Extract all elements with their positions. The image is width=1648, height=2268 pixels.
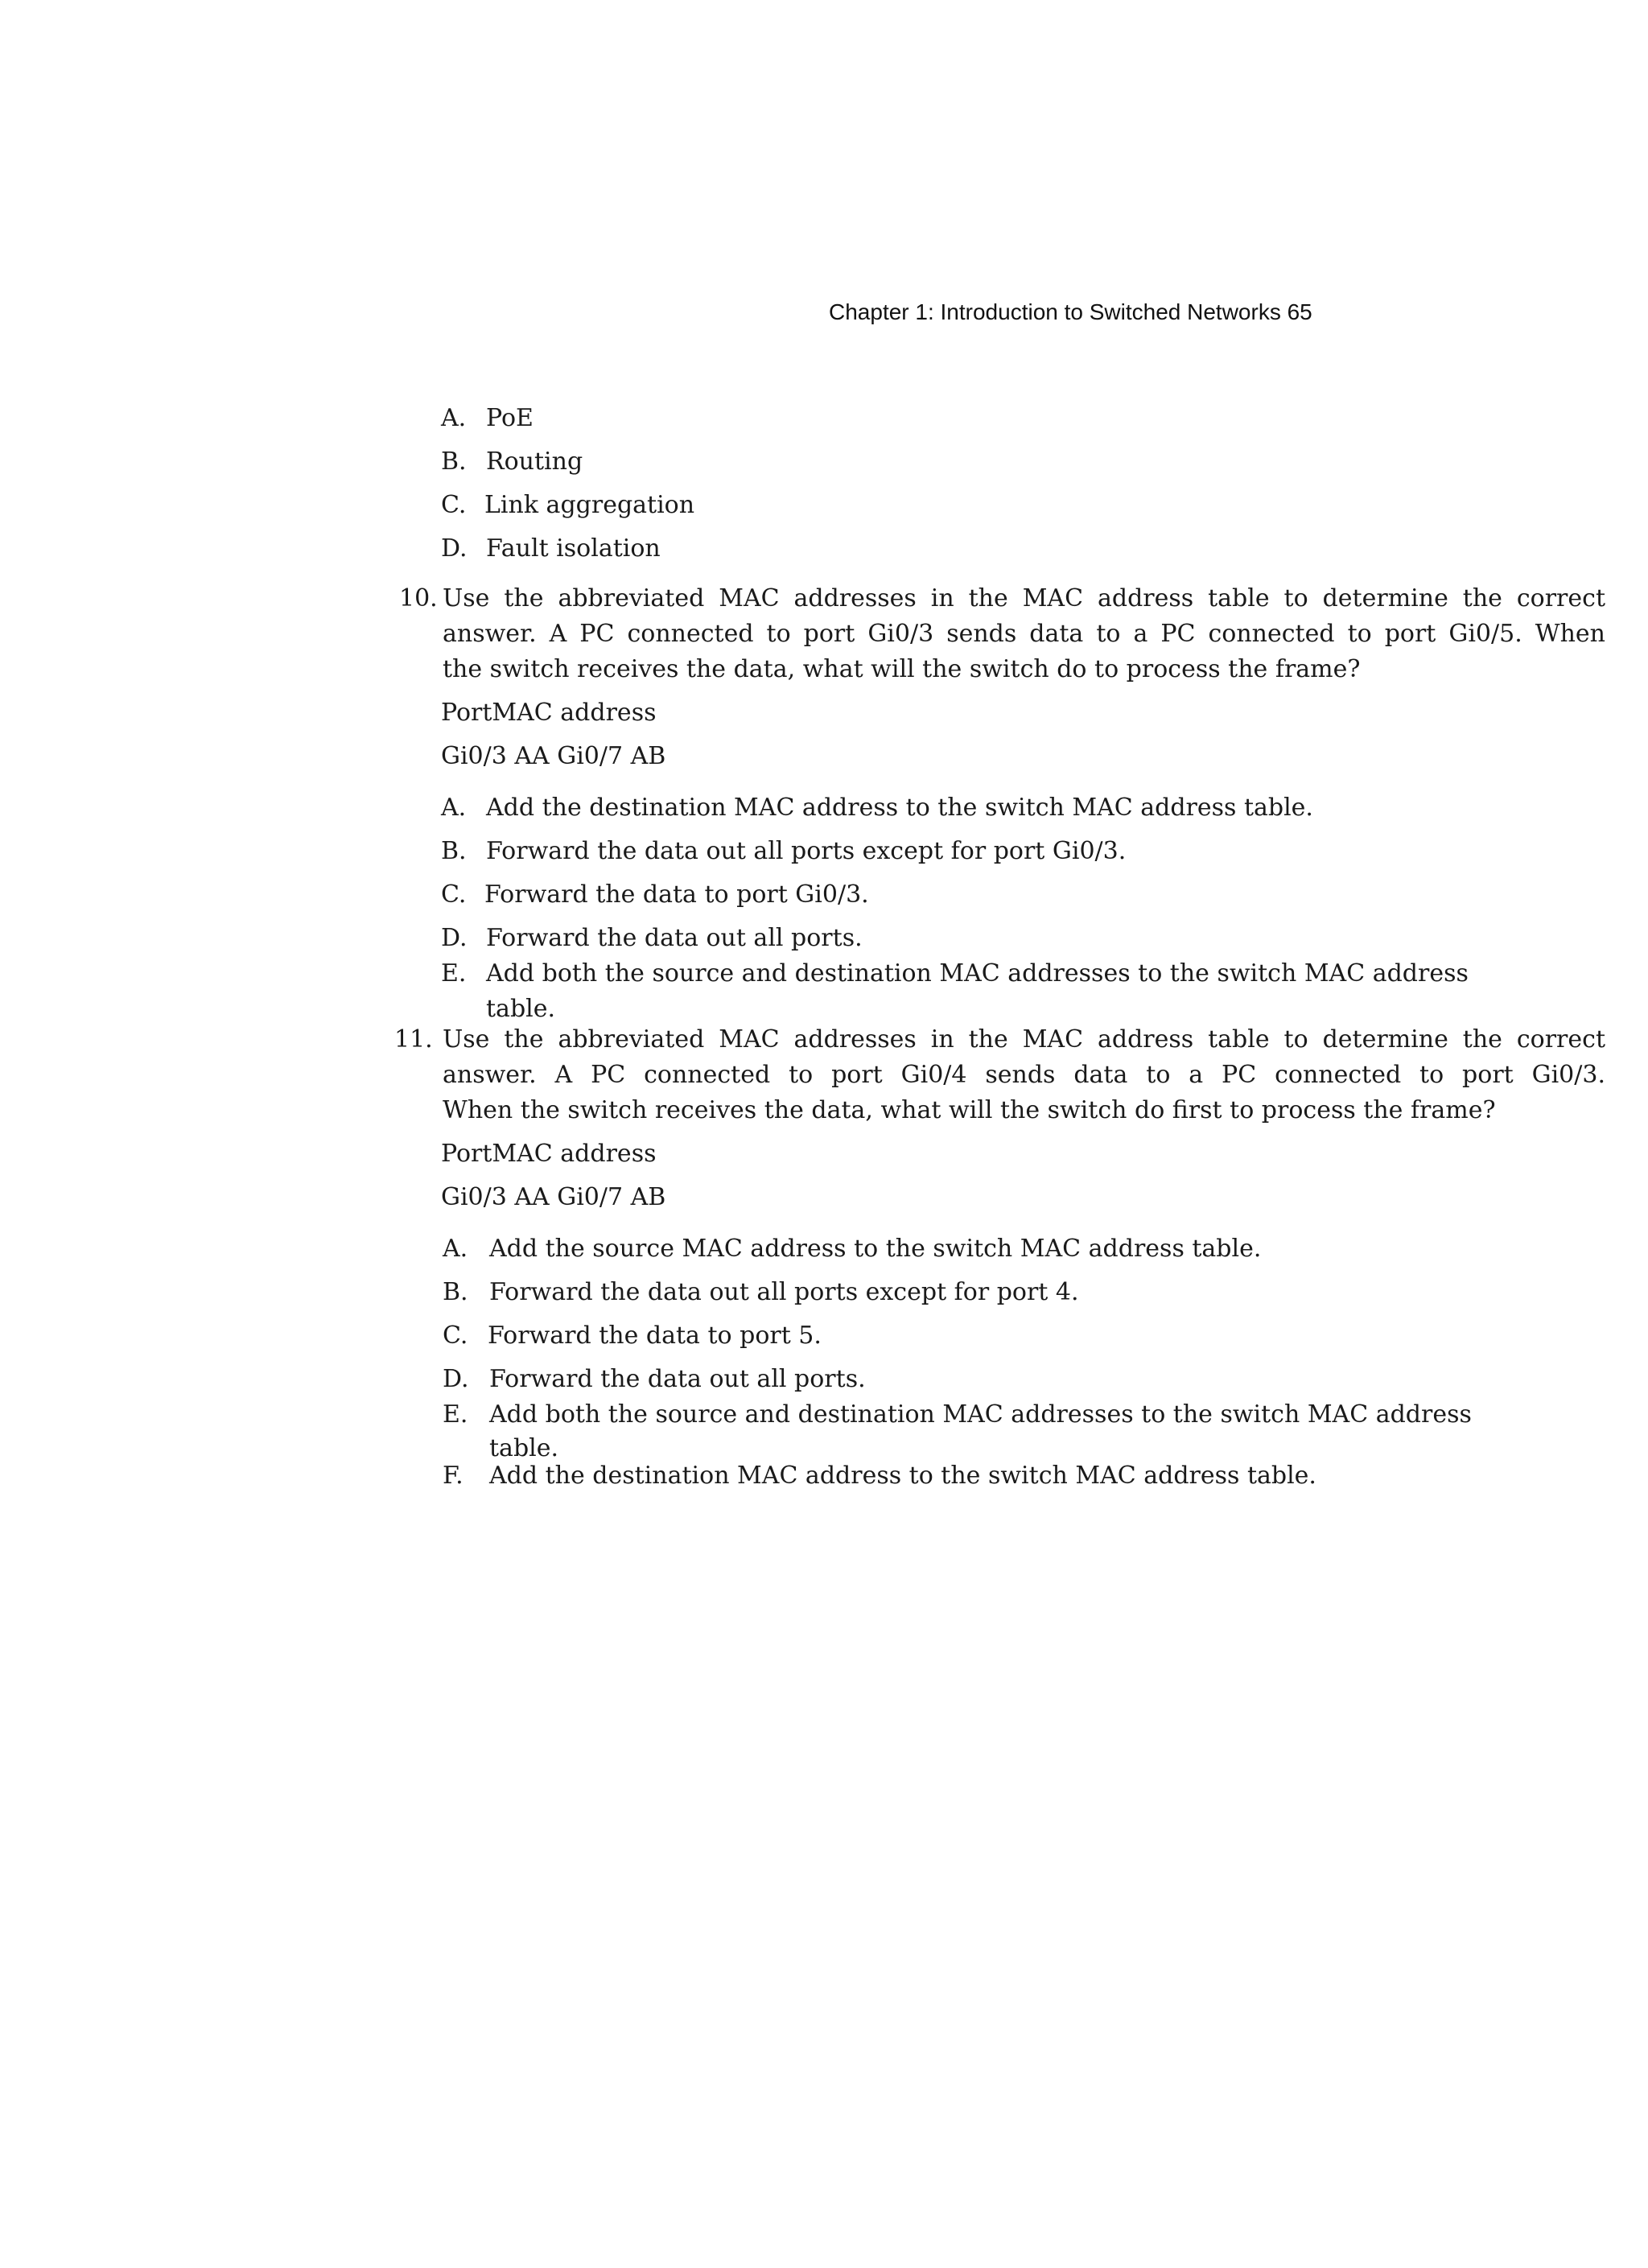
mac-table-row: Gi0/3 AA Gi0/7 AB (441, 742, 666, 770)
option-text: Add the source MAC address to the switch MAC address table. (489, 1235, 1262, 1263)
option-text-continued: table. (486, 995, 556, 1023)
option-letter: E. (443, 1400, 468, 1429)
option-text-continued: table. (489, 1434, 559, 1462)
option-text: Add both the source and destination MAC addresses to the switch MAC address (489, 1400, 1472, 1429)
mac-table-header: PortMAC address (441, 699, 657, 727)
question-line: answer. A PC connected to port Gi0/4 sends data to a PC connected to port Gi0/3. (443, 1061, 1605, 1089)
question-line: answer. A PC connected to port Gi0/3 sends data to a PC connected to port Gi0/5. When (443, 620, 1605, 648)
mac-table-row: Gi0/3 AA Gi0/7 AB (441, 1183, 666, 1211)
option-text: Forward the data out all ports except for port 4. (489, 1278, 1079, 1306)
option-text: Add the destination MAC address to the switch MAC address table. (489, 1462, 1316, 1490)
option-letter: F. (443, 1462, 464, 1490)
option-letter: C. (441, 880, 467, 909)
option-text: Link aggregation (484, 491, 695, 519)
question-number: 10. (399, 584, 438, 612)
option-letter: B. (441, 837, 467, 865)
option-text: Forward the data to port 5. (488, 1322, 822, 1350)
option-text: Fault isolation (486, 534, 661, 563)
question-line: Use the abbreviated MAC addresses in the MAC address table to determine the correct (443, 1025, 1605, 1054)
mac-table-header: PortMAC address (441, 1140, 657, 1168)
option-letter: C. (441, 491, 467, 519)
running-header: Chapter 1: Introduction to Switched Networks 65 (829, 299, 1312, 324)
option-letter: D. (443, 1365, 469, 1393)
option-text: Add the destination MAC address to the switch MAC address table. (486, 794, 1313, 822)
option-text: Forward the data out all ports. (489, 1365, 866, 1393)
option-text: Forward the data out all ports except for port Gi0/3. (486, 837, 1127, 865)
option-letter: B. (443, 1278, 468, 1306)
option-text: PoE (486, 404, 534, 432)
option-letter: B. (441, 447, 467, 476)
question-line: Use the abbreviated MAC addresses in the MAC address table to determine the correct (443, 584, 1605, 612)
option-text: Add both the source and destination MAC addresses to the switch MAC address (486, 959, 1469, 988)
option-text: Forward the data to port Gi0/3. (484, 880, 869, 909)
option-letter: D. (441, 924, 468, 952)
question-line: the switch receives the data, what will the switch do to process the frame? (443, 655, 1361, 683)
question-line: When the switch receives the data, what will the switch do first to process the frame? (443, 1096, 1496, 1124)
option-letter: A. (443, 1235, 468, 1263)
question-text (443, 1022, 1605, 1128)
option-letter: A. (441, 404, 467, 432)
option-letter: D. (441, 534, 468, 563)
question-number: 11. (394, 1025, 433, 1054)
question-text (443, 581, 1605, 687)
option-letter: C. (443, 1322, 468, 1350)
option-text: Routing (486, 447, 583, 476)
option-letter: E. (441, 959, 467, 988)
option-text: Forward the data out all ports. (486, 924, 863, 952)
option-letter: A. (441, 794, 467, 822)
